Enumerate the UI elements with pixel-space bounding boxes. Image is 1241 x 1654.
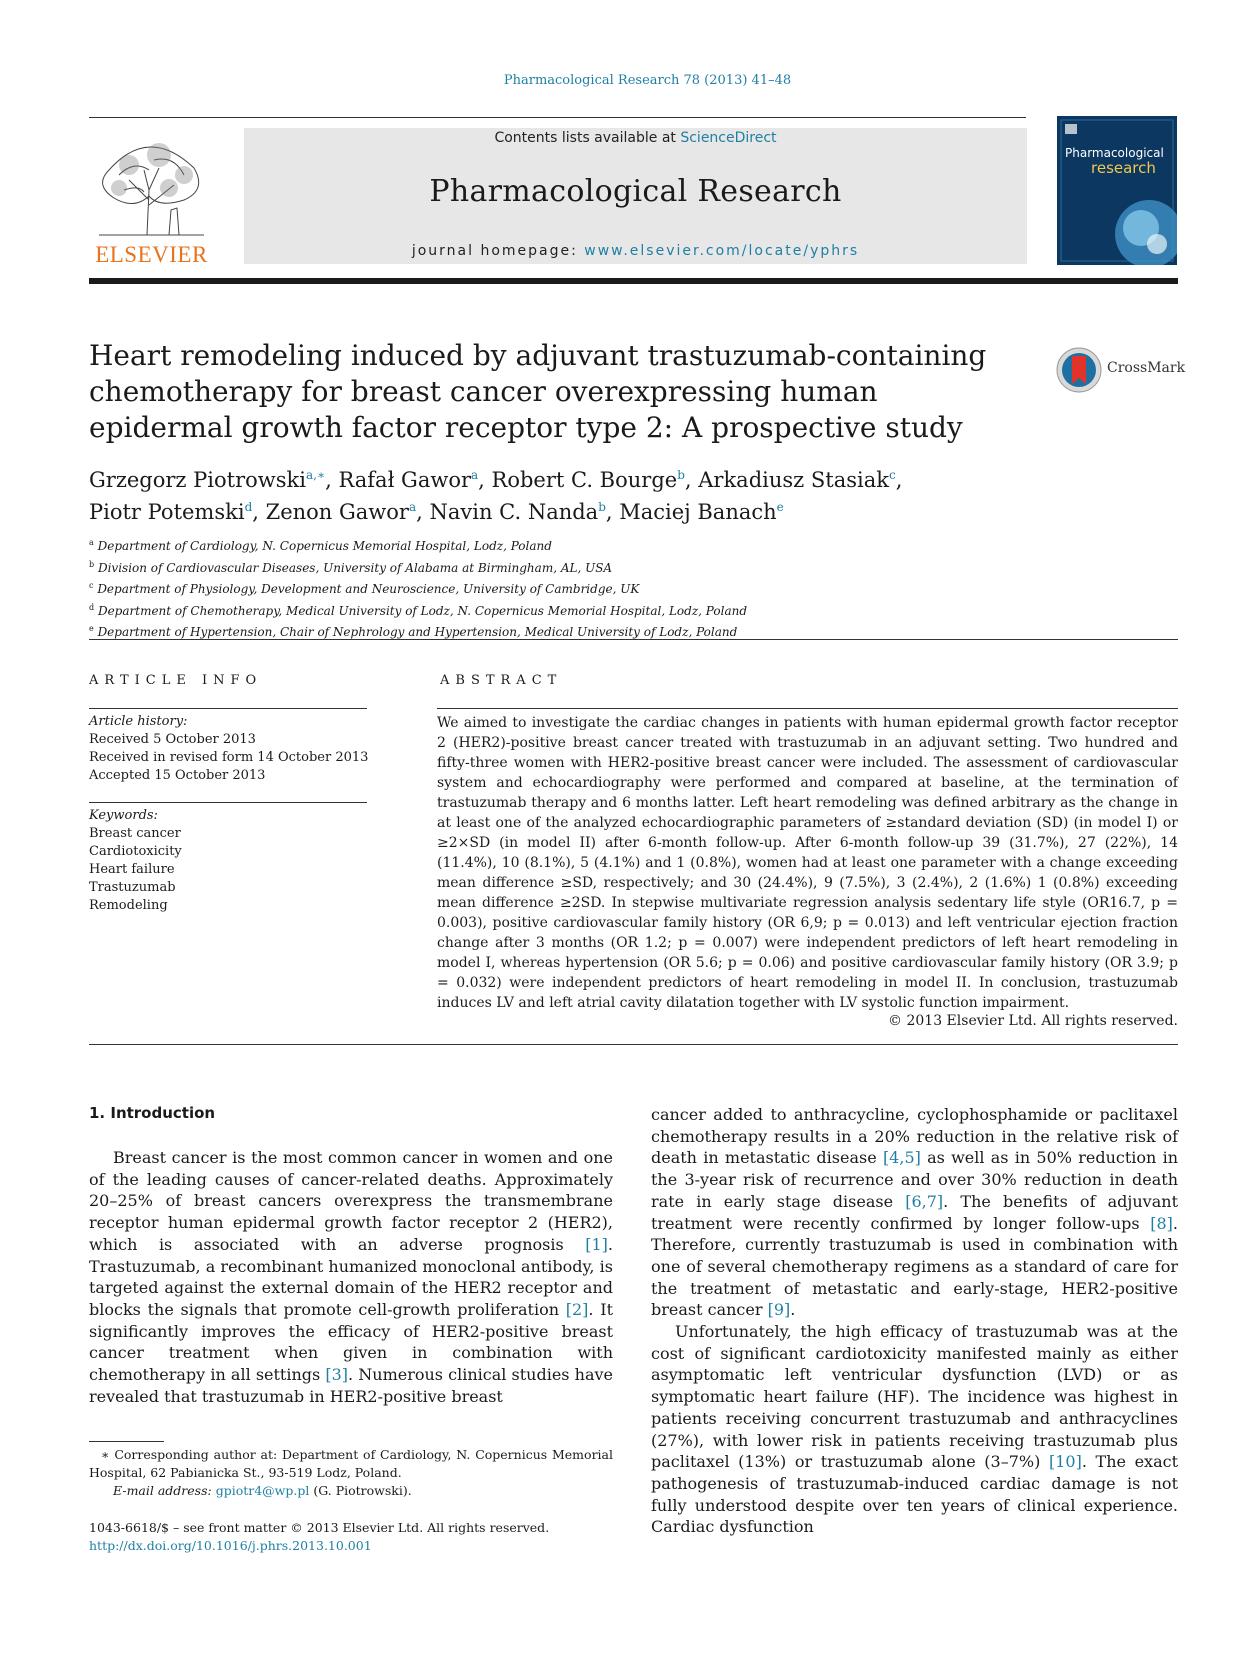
- author[interactable]: Robert C. Bourge$^b$: [491, 468, 685, 492]
- author[interactable]: Zenon Gawor$^a$: [265, 500, 417, 524]
- affiliation-list: [89, 534, 1089, 642]
- cover-title-line1: Pharmacological: [1065, 146, 1164, 160]
- accepted-date: Accepted 15 October 2013: [89, 768, 266, 783]
- article-info-rule: [89, 708, 367, 709]
- author-affiliation-mark[interactable]: a: [471, 468, 479, 482]
- abstract-heading: ABSTRACT: [440, 673, 563, 688]
- citation-ref[interactable]: [1]: [585, 1234, 608, 1254]
- affiliation: $^b$ Division of Cardiovascular Diseases, University of Alabama at Birmingham, AL, USA: [89, 559, 613, 575]
- body-column-right: [651, 1104, 1178, 1538]
- body-column-left: [89, 1147, 613, 1407]
- author[interactable]: Rafał Gawor$^a$: [338, 468, 479, 492]
- citation-ref[interactable]: [10]: [1048, 1452, 1082, 1472]
- corresponding-author-footnote: ∗ Corresponding author at: Department of Cardiology, N. Copernicus Memorial Hospital, 62 Pabianicka St., 93-519 Lodz, Poland. E-mail address: gpiotr4@wp.pl (G. Piotrowski).: [89, 1447, 613, 1498]
- intro-heading: 1. Introduction: [89, 1104, 216, 1122]
- author[interactable]: Piotr Potemski$^d$: [89, 500, 253, 524]
- crossmark-icon: [1055, 346, 1103, 394]
- author[interactable]: Navin C. Nanda$^b$: [429, 500, 606, 524]
- citation-ref[interactable]: [4,5]: [882, 1148, 921, 1168]
- header-rule: [89, 117, 1026, 118]
- revised-date: Received in revised form 14 October 2013: [89, 750, 369, 765]
- email-link[interactable]: gpiotr4@wp.pl: [215, 1483, 310, 1498]
- article-history: [89, 713, 379, 785]
- abstract-copyright: © 2013 Elsevier Ltd. All rights reserved.: [888, 1013, 1178, 1029]
- homepage-link[interactable]: www.elsevier.com/locate/yphrs: [584, 243, 860, 259]
- article-title: Heart remodeling induced by adjuvant trastuzumab-containing chemotherapy for breast cancer overexpressing human epidermal growth factor receptor type 2: A prospective study: [89, 339, 987, 444]
- cover-art-icon: [1057, 116, 1177, 265]
- sciencedirect-link[interactable]: ScienceDirect: [680, 130, 777, 146]
- keywords-rule: [89, 802, 367, 803]
- homepage-prefix: journal homepage:: [411, 243, 585, 259]
- doi-link[interactable]: http://dx.doi.org/10.1016/j.phrs.2013.10.001: [89, 1538, 372, 1553]
- affiliation: $^a$ Department of Cardiology, N. Copernicus Memorial Hospital, Lodz, Poland: [89, 538, 552, 553]
- elsevier-wordmark: ELSEVIER: [95, 242, 208, 267]
- elsevier-logo[interactable]: [89, 130, 214, 270]
- abstract-rule: [437, 708, 1178, 709]
- front-matter-line: 1043-6618/$ – see front matter © 2013 Elsevier Ltd. All rights reserved.: [89, 1520, 550, 1535]
- body-paragraph: cancer added to anthracycline, cyclophosphamide or paclitaxel chemotherapy results in a 20% reduction in the relative risk of death in metastatic disease [4,5] as well as in 50% reduction in the 3-year risk of recurrence and over 30% reduction in death rate in early stage disease [6,7]. The benefits of adjuvant treatment were recently confirmed by longer follow-ups [8]. Therefore, currently trastuzumab is used in combination with one of several chemotherapy regimens as a standard of care for the treatment of metastatic and early-stage, HER2-positive breast cancer [9].: [651, 1105, 1178, 1320]
- crossmark-label: CrossMark: [1107, 360, 1186, 376]
- keywords-block: [89, 807, 379, 915]
- author-affiliation-mark[interactable]: b: [598, 500, 606, 514]
- header-thick-rule: [89, 278, 1178, 284]
- citation-ref[interactable]: [6,7]: [905, 1191, 944, 1211]
- body-paragraph: Unfortunately, the high efficacy of trastuzumab was at the cost of significant cardiotoxicity manifested mainly as either asymptomatic left ventricular dysfunction (LVD) or as symptomatic heart failure (HF). The incidence was highest in patients receiving concurrent trastuzumab and anthracyclines (27%), with lower risk in patients receiving trastuzumab plus paclitaxel (13%) or trastuzumab alone (3–7%) [10]. The exact pathogenesis of trastuzumab-induced cardiac damage is not fully understood despite over ten years of clinical experience. Cardiac dysfunction: [651, 1322, 1179, 1537]
- author-affiliation-mark[interactable]: e: [776, 500, 784, 514]
- homepage-line: [244, 243, 1027, 259]
- keyword: Cardiotoxicity: [89, 844, 182, 859]
- keyword: Heart failure: [89, 862, 175, 877]
- journal-cover[interactable]: [1057, 116, 1177, 265]
- author[interactable]: Grzegorz Piotrowski$^{a,∗}$: [89, 468, 326, 492]
- citation-ref[interactable]: [3]: [325, 1365, 349, 1385]
- citation-line[interactable]: Pharmacological Research 78 (2013) 41–48: [503, 73, 792, 88]
- author-list: Grzegorz Piotrowski$^{a,∗}$, Rafał Gawor$^a$, Robert C. Bourge$^b$, Arkadiusz Stasiak$^c$, Piotr Potemski$^d$, Zenon Gawor$^a$, Navin C. Nanda$^b$, Maciej Banach$^e$: [89, 468, 903, 524]
- author[interactable]: Arkadiusz Stasiak$^c$: [698, 468, 896, 492]
- crossmark-badge[interactable]: [1055, 346, 1185, 396]
- cover-title-line2: research: [1091, 159, 1156, 177]
- author-affiliation-mark[interactable]: b: [677, 468, 685, 482]
- history-label: Article history:: [89, 714, 188, 729]
- journal-title: Pharmacological Research: [429, 174, 842, 209]
- section-divider: [89, 639, 1178, 640]
- keyword: Breast cancer: [89, 826, 181, 841]
- author-affiliation-mark[interactable]: c: [888, 468, 896, 482]
- journal-masthead: [244, 128, 1027, 264]
- front-matter-block: [89, 1519, 549, 1555]
- citation-ref[interactable]: [2]: [565, 1299, 589, 1319]
- author[interactable]: Maciej Banach$^e$: [619, 500, 784, 524]
- affiliation: $^e$ Department of Hypertension, Chair of Nephrology and Hypertension, Medical University of Lodz, Poland: [89, 624, 738, 639]
- citation-ref[interactable]: [9]: [767, 1300, 791, 1320]
- author-affiliation-mark[interactable]: d: [244, 500, 253, 514]
- citation-ref[interactable]: [8]: [1150, 1213, 1173, 1233]
- affiliation: $^d$ Department of Chemotherapy, Medical University of Lodz, N. Copernicus Memorial Hospital, Lodz, Poland: [89, 602, 748, 618]
- body-paragraph: Breast cancer is the most common cancer in women and one of the leading causes of cancer-related deaths. Approximately 20–25% of breast cancers overexpress the transmembrane receptor human epidermal growth factor receptor 2 (HER2), which is associated with an adverse prognosis [1]. Trastuzumab, a recombinant humanized monoclonal antibody, is targeted against the external domain of the HER2 receptor and blocks the signals that promote cell-growth proliferation [2]. It significantly improves the efficacy of HER2-positive breast cancer treatment when given in combination with chemotherapy in all settings [3]. Numerous clinical studies have revealed that trastuzumab in HER2-positive breast: [89, 1148, 613, 1406]
- keywords-label: Keywords:: [89, 808, 158, 823]
- abstract-text: We aimed to investigate the cardiac changes in patients with human epidermal growth factor receptor 2 (HER2)-positive breast cancer treated with trastuzumab in an adjuvant setting. Two hundred and fifty-three women with HER2-positive breast cancer were included. The assessment of cardiovascular system and echocardiography were performed and compared at baseline, at the termination of trastuzumab therapy and 6 months latter. Left heart remodeling was defined arbitrary as the change in at least one of the analyzed echocardiographic parameters of ≥standard deviation (SD) (in model I) or ≥2×SD (in model II) after 6-month follow-up. After 6-month follow-up 39 (31.7%), 27 (22%), 14 (11.4%), 10 (8.1%), 5 (4.1%) and 1 (0.8%), women had at least one parameter with a change exceeding mean difference ≥SD, respectively; and 30 (24.4%), 9 (7.5%), 3 (2.4%), 2 (1.6%) 1 (0.8%) exceeding mean difference ≥2SD. In stepwise multivariate regression analysis sedentary life style (OR16.7, p = 0.003), positive cardiovascular family history (OR 6,9; p = 0.013) and left ventricular ejection fraction change after 3 months (OR 1.2; p = 0.007) were independent predictors of left heart remodeling in model I, whereas hypertension (OR 5.6; p = 0.06) and positive cardiovascular family history (OR 3.9; p = 0.032) were independent predictors of heart remodeling in model II. In conclusion, trastuzumab induces LV and left atrial cavity dilatation together with LV systolic function impairment.: [437, 715, 1178, 1011]
- footnote-mark: ∗: [101, 1447, 110, 1462]
- affiliation: $^c$ Department of Physiology, Development and Neuroscience, University of Cambridge, UK: [89, 581, 640, 596]
- contents-prefix: Contents lists available at: [494, 130, 681, 146]
- contents-line: [244, 130, 1027, 146]
- keyword: Trastuzumab: [89, 880, 176, 895]
- author-affiliation-mark[interactable]: a: [408, 500, 417, 514]
- article-info-heading: ARTICLE INFO: [89, 673, 263, 688]
- footnote-rule: [89, 1441, 164, 1442]
- author-affiliation-mark[interactable]: a,∗: [305, 468, 326, 482]
- keyword: Remodeling: [89, 898, 168, 913]
- section-divider: [89, 1044, 1178, 1045]
- received-date: Received 5 October 2013: [89, 732, 256, 747]
